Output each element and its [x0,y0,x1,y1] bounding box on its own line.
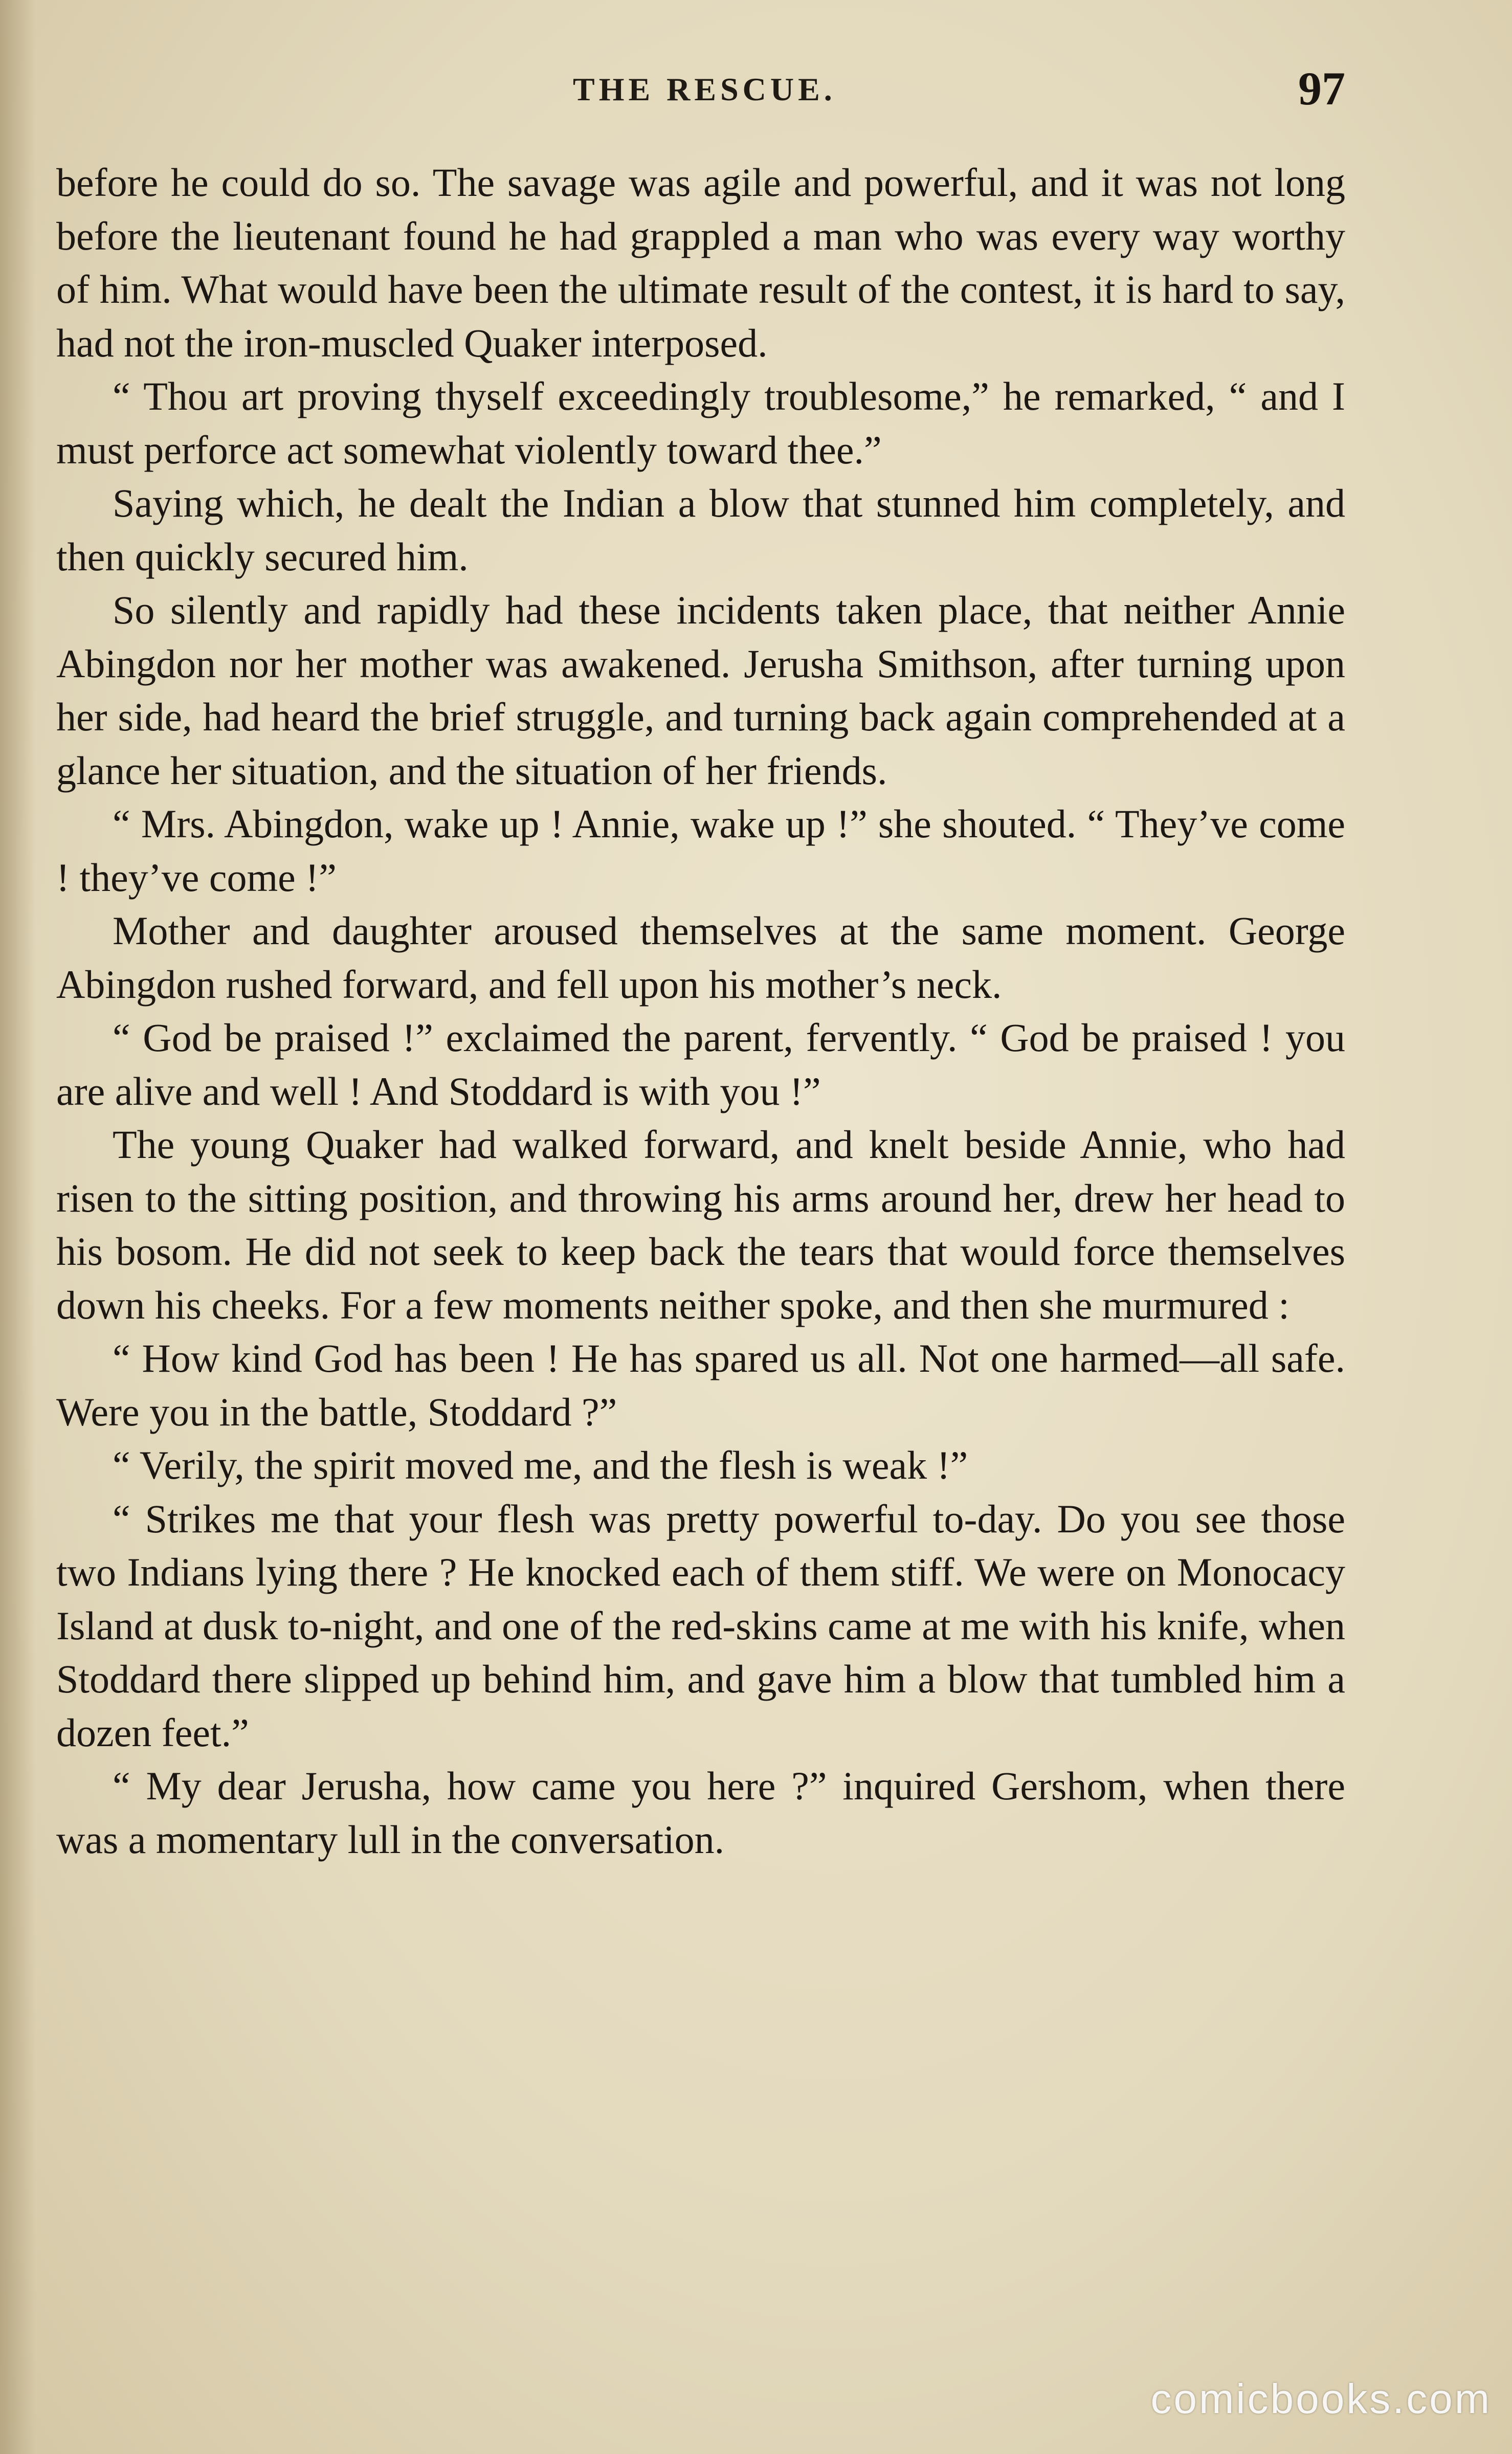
paragraph: “ Thou art proving thyself exceedingly troublesome,” he remarked, “ and I must perforce act somewhat violently toward thee.” [56,374,1345,472]
paragraph: “ My dear Jerusha, how came you here ?” inquired Gershom, when there was a momentary lull in the conversation. [56,1764,1345,1862]
paragraph: “ Verily, the spirit moved me, and the flesh is weak !” [113,1443,968,1487]
paragraph: Saying which, he dealt the Indian a blow that stunned him completely, and then quickly secured him. [56,481,1345,579]
watermark: comicbooks.com [1150,2376,1492,2422]
paragraph: The young Quaker had walked forward, and knelt beside Annie, who had risen to the sitting position, and throwing his arms around her, drew her head to his bosom. He did not seek to keep back the tears that would force themselves down his cheeks. For a few moments neither spoke, and then she murmured : [56,1122,1345,1327]
page-header [56,61,1345,123]
page-number: 97 [1298,62,1345,115]
paragraph: before he could do so. The savage was agile and powerful, and it was not long before the lieutenant found he had grappled a man who was every way worthy of him. What would have been the ultimate result of the contest, it is hard to say, had not the iron-muscled Quaker interposed. [56,160,1345,365]
paragraph: “ How kind God has been ! He has spared us all. Not one harmed—all safe. Were you in the battle, Stoddard ?” [56,1336,1345,1434]
paragraph: Mother and daughter aroused themselves at the same moment. George Abingdon rushed forward, and fell upon his mother’s neck. [56,908,1345,1007]
paragraph: “ God be praised !” exclaimed the parent, fervently. “ God be praised ! you are alive and well ! And Stoddard is with you !” [56,1015,1345,1113]
paragraph: “ Strikes me that your flesh was pretty powerful to-day. Do you see those two Indians lying there ? He knocked each of them stiff. We were on Monocacy Island at dusk to-night, and one of the red-skins came at me with his knife, when Stoddard there slipped up behind him, and gave him a blow that tumbled him a dozen feet.” [56,1496,1345,1755]
body-text [56,156,1345,1866]
paragraph: “ Mrs. Abingdon, wake up ! Annie, wake up !” she shouted. “ They’ve come ! they’ve come !” [56,801,1345,900]
page-binding-shadow [0,0,36,2454]
paragraph: So silently and rapidly had these incidents taken place, that neither Annie Abingdon nor her mother was awakened. Jerusha Smithson, after turning upon her side, had heard the brief struggle, and turning back again comprehended at a glance her situation, and the situation of her friends. [56,588,1345,793]
running-head: THE RESCUE. [573,71,836,107]
